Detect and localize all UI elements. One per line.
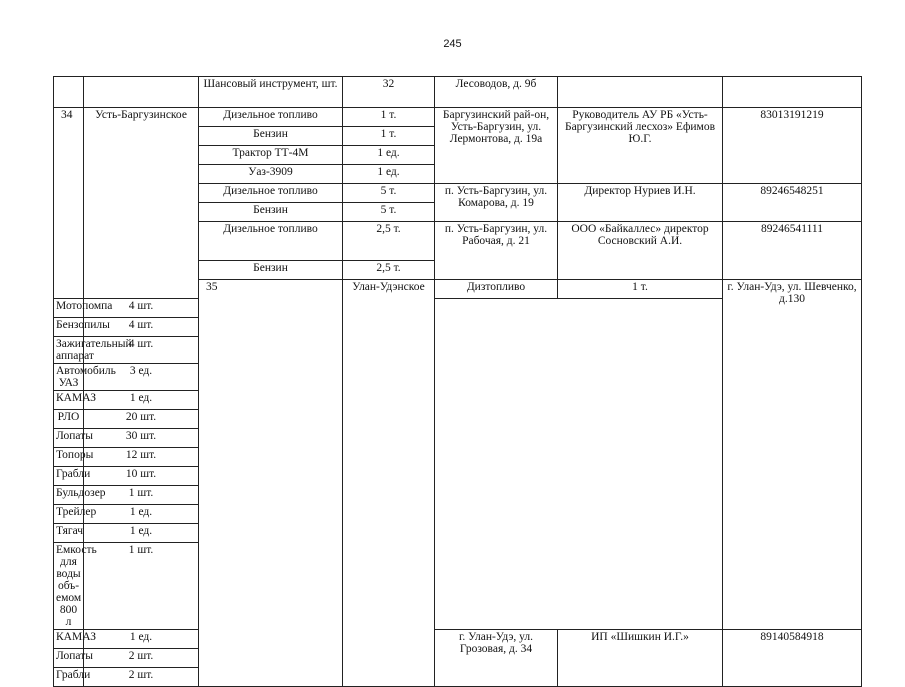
item-cell: Уаз-3909 [199,165,343,184]
resources-table [53,76,862,687]
page-number: 245 [443,38,462,50]
phone-cell: 89246541111 [723,222,862,280]
qty-cell: 5 т. [343,184,435,203]
qty-cell: 4 шт. [84,299,199,318]
qty-cell: 1 шт. [84,486,199,505]
table-row [54,77,862,108]
item-cell: Тягач [54,524,84,543]
qty-cell: 4 шт. [84,318,199,337]
qty-cell: 4 шт. [84,337,199,364]
qty-cell: 1 т. [343,127,435,146]
item-cell: Бульдозер [54,486,84,505]
qty-cell: 1 ед. [84,630,199,649]
item-cell: Зажигательный аппарат [54,337,84,364]
address-cell: Баргузинский рай-он, Усть-Баргузин, ул. Лермонтова, д. 19а [435,108,558,184]
qty-cell: 5 т. [343,203,435,222]
qty-cell: 1 ед. [84,391,199,410]
qty-cell: 1 т. [343,108,435,127]
table-row [54,108,862,127]
qty-cell: 2 шт. [84,649,199,668]
item-cell: Лопаты [54,429,84,448]
item-cell: Грабли [54,668,84,687]
phone-cell: 83013191219 [723,108,862,184]
address-cell: п. Усть-Баргузин, ул. Рабочая, д. 21 [435,222,558,280]
qty-cell: 32 [343,77,435,108]
address-cell: Лесоводов, д. 9б [435,77,558,108]
item-cell: Мотопомпа [54,299,84,318]
qty-cell: 1 ед. [84,505,199,524]
owner-cell: Директор Нуриев И.Н. [558,184,723,222]
item-cell: Лопаты [54,649,84,668]
item-cell: Дизельное топливо [199,108,343,127]
qty-cell: 1 ед. [343,146,435,165]
qty-cell: 2,5 т. [343,222,435,261]
qty-cell: 12 шт. [84,448,199,467]
item-cell: Грабли [54,467,84,486]
item-cell: Бензин [199,261,343,280]
item-cell: Бензин [199,203,343,222]
item-cell: Трейлер [54,505,84,524]
qty-cell: 2,5 т. [343,261,435,280]
table-row [54,630,862,649]
owner-cell: ИП «Шишкин И.Г.» [558,630,723,687]
item-cell: Дизельное топливо [199,222,343,261]
item-cell: Трактор ТТ-4М [199,146,343,165]
qty-cell: 1 ед. [84,524,199,543]
item-cell: РЛО [54,410,84,429]
item-cell: Автомобиль УАЗ [54,364,84,391]
item-cell: Топоры [54,448,84,467]
row-number: 34 [54,108,84,299]
item-cell: Емкость для воды объ-емом 800 л [54,543,84,630]
qty-cell: 30 шт. [84,429,199,448]
district-cell: Улан-Удэнское [343,280,435,687]
item-cell: КАМАЗ [54,391,84,410]
qty-cell: 1 ед. [343,165,435,184]
address-cell: г. Улан-Удэ, ул. Шевченко, д.130 [723,280,862,630]
row-number: 35 [199,280,343,687]
item-cell: КАМАЗ [54,630,84,649]
district-cell: Усть-Баргузинское [84,108,199,299]
qty-cell: 1 шт. [84,543,199,630]
qty-cell: 20 шт. [84,410,199,429]
item-cell: Бензин [199,127,343,146]
item-cell: Шансовый инструмент, шт. [199,77,343,108]
qty-cell: 3 ед. [84,364,199,391]
address-cell: п. Усть-Баргузин, ул. Комарова, д. 19 [435,184,558,222]
phone-cell: 89140584918 [723,630,862,687]
phone-cell: 89246548251 [723,184,862,222]
item-cell: Дизельное топливо [199,184,343,203]
item-cell: Бензопилы [54,318,84,337]
qty-cell: 1 т. [558,280,723,299]
item-cell: Дизтопливо [435,280,558,299]
owner-cell: ООО «Байкаллес» директор Сосновский А.И. [558,222,723,280]
address-cell: г. Улан-Удэ, ул. Грозовая, д. 34 [435,630,558,687]
qty-cell: 2 шт. [84,668,199,687]
qty-cell: 10 шт. [84,467,199,486]
owner-cell: Руководитель АУ РБ «Усть-Баргузинский лесхоз» Ефимов Ю.Г. [558,108,723,184]
